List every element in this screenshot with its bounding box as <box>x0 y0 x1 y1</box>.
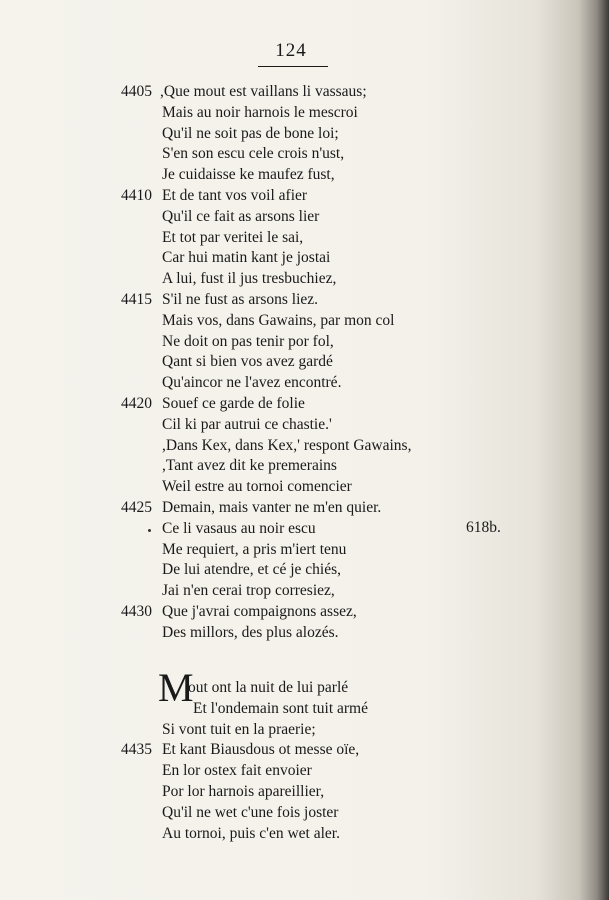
verse-line <box>0 700 609 722</box>
verse-line <box>0 270 609 292</box>
verse-text: Souef ce garde de folie <box>162 395 305 412</box>
verse-text: S'il ne fust as arsons liez. <box>162 291 319 308</box>
verse-text: Et kant Biausdous ot messe oïe, <box>162 741 360 759</box>
verse-line <box>0 457 609 479</box>
verse-line <box>0 437 609 459</box>
verse-text: Demain, mais vanter ne m'en quier. <box>162 499 382 516</box>
verse-text: Je cuidaisse ke maufez fust, <box>162 166 335 184</box>
verse-line <box>0 166 609 188</box>
verse-line <box>0 145 609 167</box>
verse-line <box>0 104 609 126</box>
verse-line <box>0 291 609 313</box>
verse-line <box>0 582 609 604</box>
verse-line <box>0 679 609 701</box>
verse-text: Et l'ondemain sont tuit armé <box>193 699 368 717</box>
verse-text: Cil ki par autrui ce chastie.' <box>162 415 332 433</box>
verse-text: Mais vos, dans Gawains, par mon col <box>162 311 395 329</box>
verse-line <box>0 125 609 147</box>
verse-text: Qu'il ce fait as arsons lier <box>162 207 320 225</box>
verse-text: Ne doit on pas tenir por fol, <box>162 332 334 350</box>
verse-text: Car hui matin kant je jostai <box>162 249 331 267</box>
verse-line <box>0 395 609 417</box>
verse-text: ,Tant avez dit ke premerains <box>162 457 337 475</box>
verse-text: Qu'aincor ne l'avez encontré. <box>162 374 342 392</box>
verse-line <box>0 721 609 743</box>
line-number: 4415 <box>121 291 152 308</box>
verse-text: Si vont tuit en la praerie; <box>162 720 316 738</box>
line-number: 4430 <box>121 603 152 620</box>
verse-text: Por lor harnois apareillier, <box>162 783 325 800</box>
verse-line <box>0 229 609 251</box>
verse-text: Mais au noir harnois le mescroi <box>162 103 358 121</box>
verse-text: Au tornoi, puis c'en wet aler. <box>162 824 340 842</box>
verse-text: Que j'avrai compaignons assez, <box>162 603 357 620</box>
verse-line <box>0 520 609 542</box>
verse-text: S'en son escu cele crois n'ust, <box>162 145 345 163</box>
verse-line <box>0 603 609 625</box>
verse-line <box>0 561 609 583</box>
verse-line <box>0 249 609 271</box>
drop-cap: M <box>158 665 194 710</box>
line-number: 4420 <box>121 395 152 412</box>
verse-text: En lor ostex fait envoier <box>162 762 312 780</box>
verse-line <box>0 741 609 763</box>
verse-text: ,Dans Kex, dans Kex,' respont Gawains, <box>162 436 412 454</box>
line-number: 4425 <box>121 499 152 516</box>
line-number: 4410 <box>121 187 152 204</box>
verse-line <box>0 541 609 563</box>
verse-line <box>0 783 609 805</box>
verse-text: out ont la nuit de lui parlé <box>188 679 349 696</box>
verse-text: Weil estre au tornoi comencier <box>162 478 352 496</box>
verse-text: Et tot par veritei le sai, <box>162 228 304 246</box>
verse-text: A lui, fust il jus tresbuchiez, <box>162 270 337 288</box>
verse-line <box>0 83 609 105</box>
line-number: 4435 <box>121 741 152 759</box>
verse-text: Me requiert, a pris m'iert tenu <box>162 540 347 558</box>
verse-line <box>0 333 609 355</box>
verse-line <box>0 416 609 438</box>
verse-text: Et de tant vos voil afier <box>162 187 308 204</box>
page-number: 124 <box>275 40 307 61</box>
verse-line <box>0 825 609 847</box>
verse-line <box>0 478 609 500</box>
verse-text: ,Que mout est vaillans li vassaus; <box>160 83 367 100</box>
verse-text: Des millors, des plus alozés. <box>162 623 339 641</box>
verse-line <box>0 624 609 646</box>
verse-text: Ce li vasaus au noir escu <box>162 519 316 537</box>
verse-text: Qu'il ne wet c'une fois joster <box>162 803 339 821</box>
verse-line <box>0 353 609 375</box>
verse-line <box>0 208 609 230</box>
verse-text: Jai n'en cerai trop corresiez, <box>162 582 335 600</box>
verse-line <box>0 804 609 826</box>
verse-line <box>0 374 609 396</box>
margin-dot <box>148 529 151 532</box>
verse-text: Qu'il ne soit pas de bone loi; <box>162 124 339 142</box>
page-number-rule <box>258 66 328 67</box>
verse-line <box>0 187 609 209</box>
margin-folio-note: 618b. <box>466 519 501 536</box>
verse-line <box>0 312 609 334</box>
verse-text: Qant si bien vos avez gardé <box>162 353 333 371</box>
verse-line <box>0 499 609 521</box>
verse-line <box>0 762 609 784</box>
line-number: 4405 <box>121 83 152 100</box>
verse-text: De lui atendre, et cé je chiés, <box>162 561 342 579</box>
